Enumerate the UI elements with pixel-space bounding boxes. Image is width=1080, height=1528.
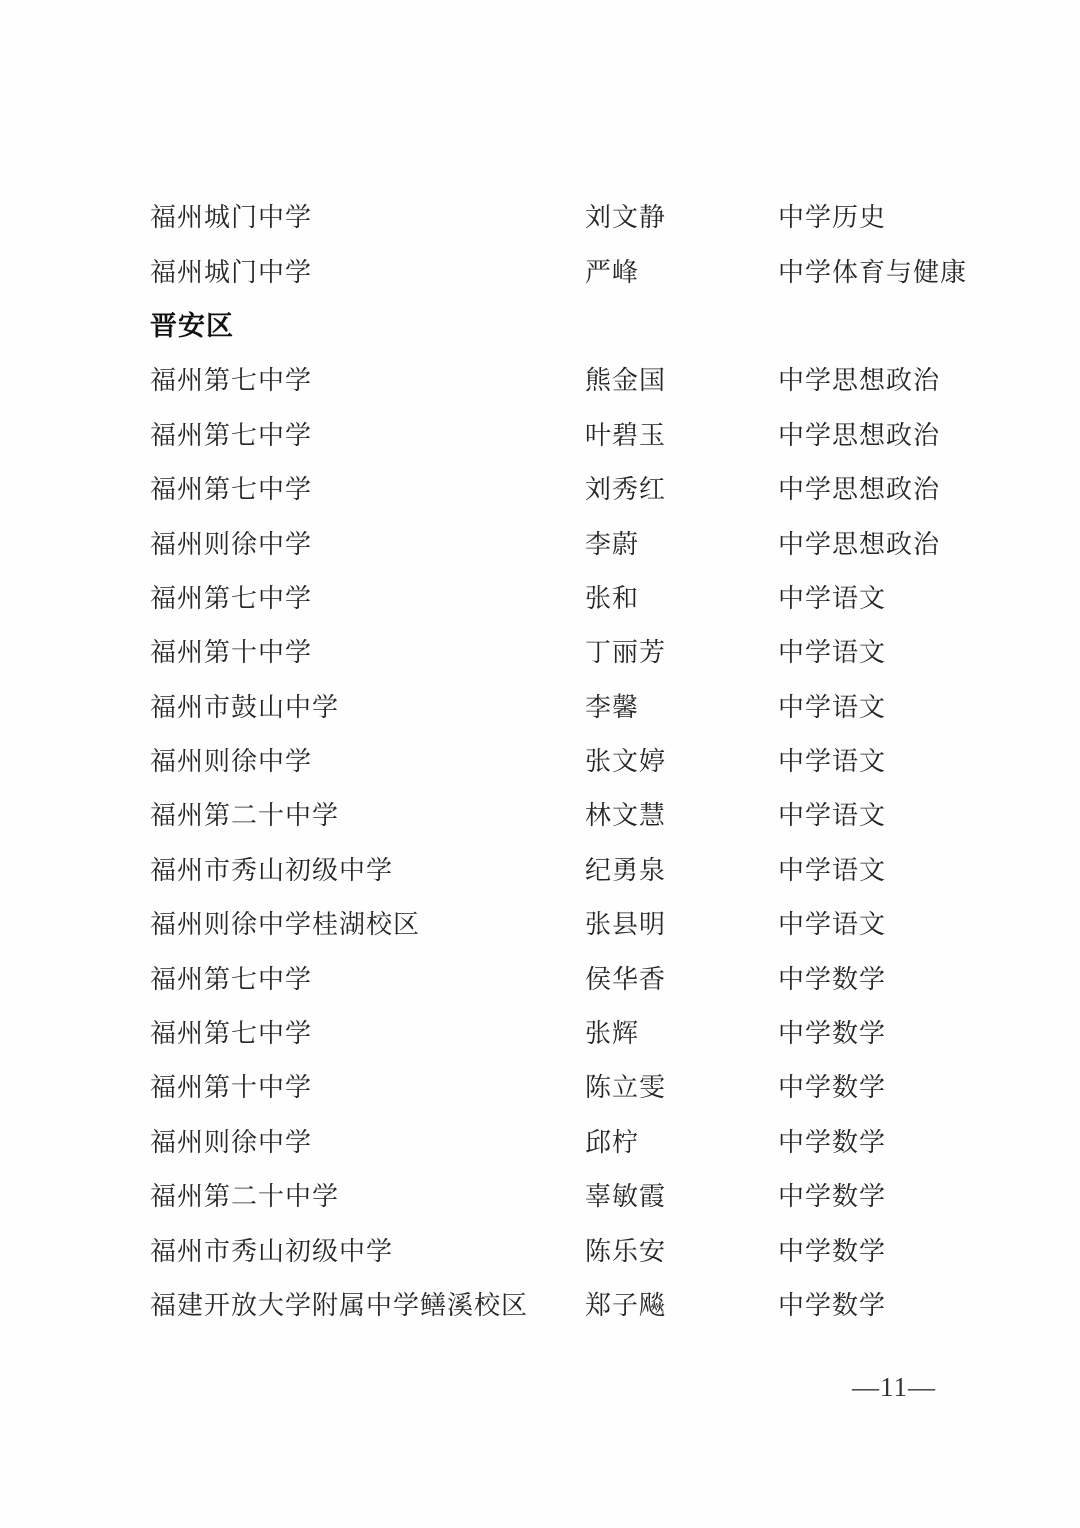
table-row (150, 191, 980, 245)
page-number: —11— (852, 1372, 936, 1402)
school-cell: 福州第十中学 (150, 638, 313, 668)
teacher-name-cell: 李馨 (585, 692, 640, 722)
school-cell: 福州第七中学 (150, 475, 313, 505)
teacher-name-cell: 丁丽芳 (585, 638, 667, 668)
subject-cell: 中学语文 (778, 638, 887, 668)
school-cell: 福州第二十中学 (150, 801, 340, 831)
school-cell: 福州市鼓山中学 (150, 692, 340, 722)
teacher-name-cell: 张辉 (585, 1019, 640, 1049)
table-row (150, 354, 980, 408)
table-row (150, 245, 980, 299)
school-cell: 福州第七中学 (150, 420, 313, 450)
subject-cell: 中学数学 (778, 1291, 887, 1320)
table-row (150, 409, 980, 463)
table-row (150, 1061, 980, 1115)
subject-cell: 中学思想政治 (778, 529, 941, 559)
subject-cell: 中学数学 (778, 1236, 887, 1266)
teacher-name-cell: 张文婷 (585, 747, 667, 777)
subject-cell: 中学语文 (778, 583, 887, 613)
school-cell: 福州则徐中学 (150, 529, 313, 559)
teacher-name-cell: 刘文静 (585, 203, 667, 233)
teacher-name-cell: 张和 (585, 583, 640, 613)
school-cell: 福州则徐中学 (150, 747, 313, 777)
teacher-name-cell: 李蔚 (585, 529, 640, 559)
teacher-name-cell: 侯华香 (585, 964, 667, 994)
school-cell: 福州城门中学 (150, 203, 313, 233)
subject-cell: 中学语文 (778, 692, 887, 722)
table-row (150, 1007, 980, 1061)
teacher-name-cell: 叶碧玉 (585, 420, 667, 450)
teacher-name-cell: 邱柠 (585, 1127, 640, 1157)
subject-cell: 中学思想政治 (778, 366, 941, 396)
teacher-name-cell: 林文慧 (585, 801, 667, 831)
school-cell: 福州第七中学 (150, 1019, 313, 1049)
teacher-name-cell: 熊金国 (585, 366, 667, 396)
teacher-name-cell: 张县明 (585, 910, 667, 940)
table-row (150, 735, 980, 789)
school-cell: 福州第七中学 (150, 366, 313, 396)
teacher-name-cell: 纪勇泉 (585, 855, 667, 885)
school-cell: 福州第七中学 (150, 964, 313, 994)
subject-cell: 中学数学 (778, 1073, 887, 1103)
table-row (150, 1224, 980, 1278)
subject-cell: 中学语文 (778, 855, 887, 885)
school-cell: 福州则徐中学 (150, 1127, 313, 1157)
roster-table (150, 191, 980, 1333)
teacher-name-cell: 刘秀红 (585, 475, 667, 505)
table-row (150, 1116, 980, 1170)
table-row (150, 681, 980, 735)
subject-cell: 中学思想政治 (778, 475, 941, 505)
subject-cell: 中学语文 (778, 801, 887, 831)
table-row (150, 572, 980, 626)
table-row (150, 1170, 980, 1224)
school-cell: 福州第十中学 (150, 1073, 313, 1103)
teacher-name-cell: 严峰 (585, 257, 640, 287)
subject-cell: 中学思想政治 (778, 420, 941, 450)
table-row (150, 844, 980, 898)
subject-cell: 中学语文 (778, 747, 887, 777)
school-cell: 福州市秀山初级中学 (150, 855, 394, 885)
school-cell: 福州第二十中学 (150, 1182, 340, 1212)
table-row (150, 517, 980, 571)
district-section-label: 晋安区 (150, 311, 234, 342)
school-cell: 福州第七中学 (150, 583, 313, 613)
teacher-name-cell: 陈立雯 (585, 1073, 667, 1103)
school-cell: 福州市秀山初级中学 (150, 1236, 394, 1266)
table-row (150, 898, 980, 952)
subject-cell: 中学数学 (778, 964, 887, 994)
subject-cell: 中学数学 (778, 1182, 887, 1212)
teacher-name-cell: 辜敏霞 (585, 1182, 667, 1212)
table-row (150, 1279, 980, 1333)
table-row (150, 626, 980, 680)
school-cell: 福州则徐中学桂湖校区 (150, 910, 421, 940)
table-row (150, 463, 980, 517)
subject-cell: 中学数学 (778, 1019, 887, 1049)
subject-cell: 中学语文 (778, 910, 887, 940)
subject-cell: 中学体育与健康 (778, 257, 968, 287)
table-row (150, 789, 980, 843)
table-row (150, 952, 980, 1006)
subject-cell: 中学数学 (778, 1127, 887, 1157)
teacher-name-cell: 郑子飚 (585, 1291, 667, 1320)
section-header-row (150, 300, 980, 354)
school-cell: 福建开放大学附属中学鳝溪校区 (150, 1291, 529, 1320)
teacher-name-cell: 陈乐安 (585, 1236, 667, 1266)
school-cell: 福州城门中学 (150, 257, 313, 287)
subject-cell: 中学历史 (778, 203, 887, 233)
